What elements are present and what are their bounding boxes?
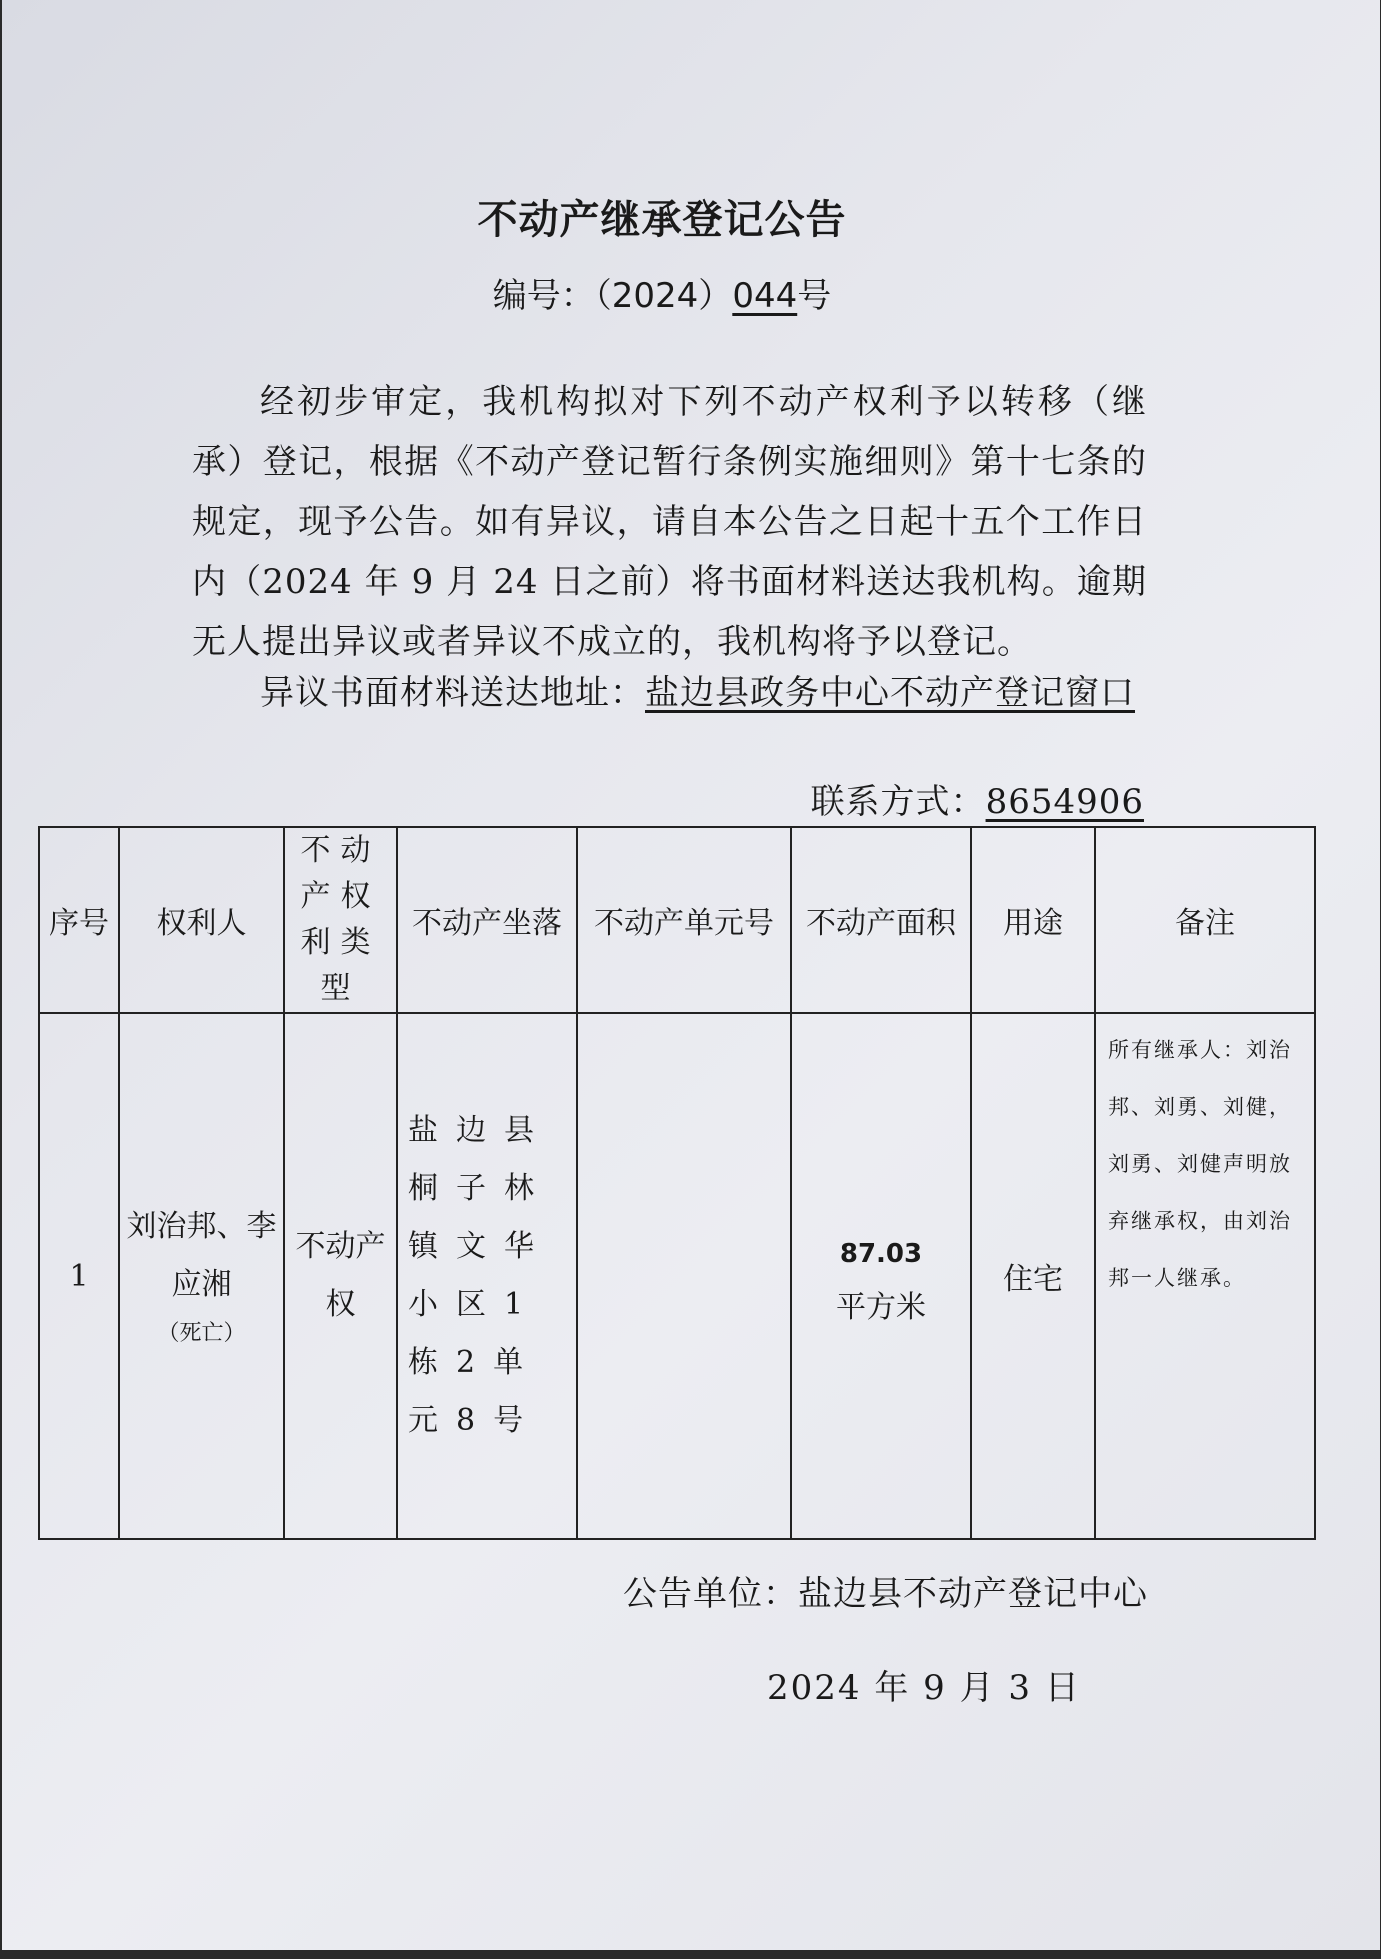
header-remark: 备注 bbox=[1095, 827, 1315, 1013]
header-type: 不动产权利类型 bbox=[284, 827, 397, 1013]
page-title: 不动产继承登记公告 bbox=[477, 197, 847, 243]
cell-holder bbox=[119, 1013, 284, 1539]
header-location: 不动产坐落 bbox=[397, 827, 577, 1013]
objection-address bbox=[192, 662, 1147, 724]
contact-label: 联系方式： bbox=[810, 782, 986, 822]
cell-area bbox=[791, 1013, 971, 1539]
header-unit-no: 不动产单元号 bbox=[577, 827, 791, 1013]
issue-date: 2024 年 9 月 3 日 bbox=[767, 1668, 1081, 1708]
header-usage: 用途 bbox=[971, 827, 1095, 1013]
holder-names: 刘治邦、李应湘 bbox=[126, 1209, 277, 1302]
cell-usage: 住宅 bbox=[971, 1013, 1095, 1539]
registration-table bbox=[38, 826, 1316, 1540]
cell-remark: 所有继承人：刘治邦、刘勇、刘健，刘勇、刘健声明放弃继承权，由刘治邦一人继承。 bbox=[1095, 1013, 1315, 1539]
table-header-row bbox=[39, 827, 1315, 1013]
doc-number-value: 044 bbox=[732, 276, 798, 316]
doc-number-suffix: 号 bbox=[797, 276, 832, 316]
notice-paragraph: 经初步审定，我机构拟对下列不动产权利予以转移（继承）登记，根据《不动产登记暂行条例实施细则》第十七条的规定，现予公告。如有异议，请自本公告之日起十五个工作日内（2024 年 9 月 24 日之前）将书面材料送达我机构。逾期无人提出异议或者异议不成立的，我机构将予以登记。 bbox=[192, 382, 1147, 662]
area-unit: 平方米 bbox=[836, 1290, 926, 1325]
objection-address-label: 异议书面材料送达地址： bbox=[260, 673, 645, 713]
header-holder: 权利人 bbox=[119, 827, 284, 1013]
doc-number-prefix: 编号：（2024） bbox=[492, 276, 733, 316]
cell-seq: 1 bbox=[39, 1013, 119, 1539]
holder-note: （死亡） bbox=[157, 1321, 246, 1346]
doc-number bbox=[2, 268, 1322, 317]
notice-body bbox=[192, 372, 1147, 672]
area-value: 87.03 bbox=[839, 1239, 923, 1269]
objection-address-value: 盐边县政务中心不动产登记窗口 bbox=[645, 673, 1135, 713]
contact-info bbox=[811, 774, 1144, 823]
contact-phone: 8654906 bbox=[985, 782, 1144, 822]
cell-type: 不动产权 bbox=[284, 1013, 397, 1539]
cell-unit-no bbox=[577, 1013, 791, 1539]
table-row bbox=[39, 1013, 1315, 1539]
header-area: 不动产面积 bbox=[791, 827, 971, 1013]
notice-paper bbox=[2, 0, 1380, 1950]
cell-location: 盐边县桐子林镇文华小区1栋2单元8号 bbox=[397, 1013, 577, 1539]
issuing-unit: 公告单位：盐边县不动产登记中心 bbox=[623, 1574, 1148, 1614]
header-seq: 序号 bbox=[39, 827, 119, 1013]
